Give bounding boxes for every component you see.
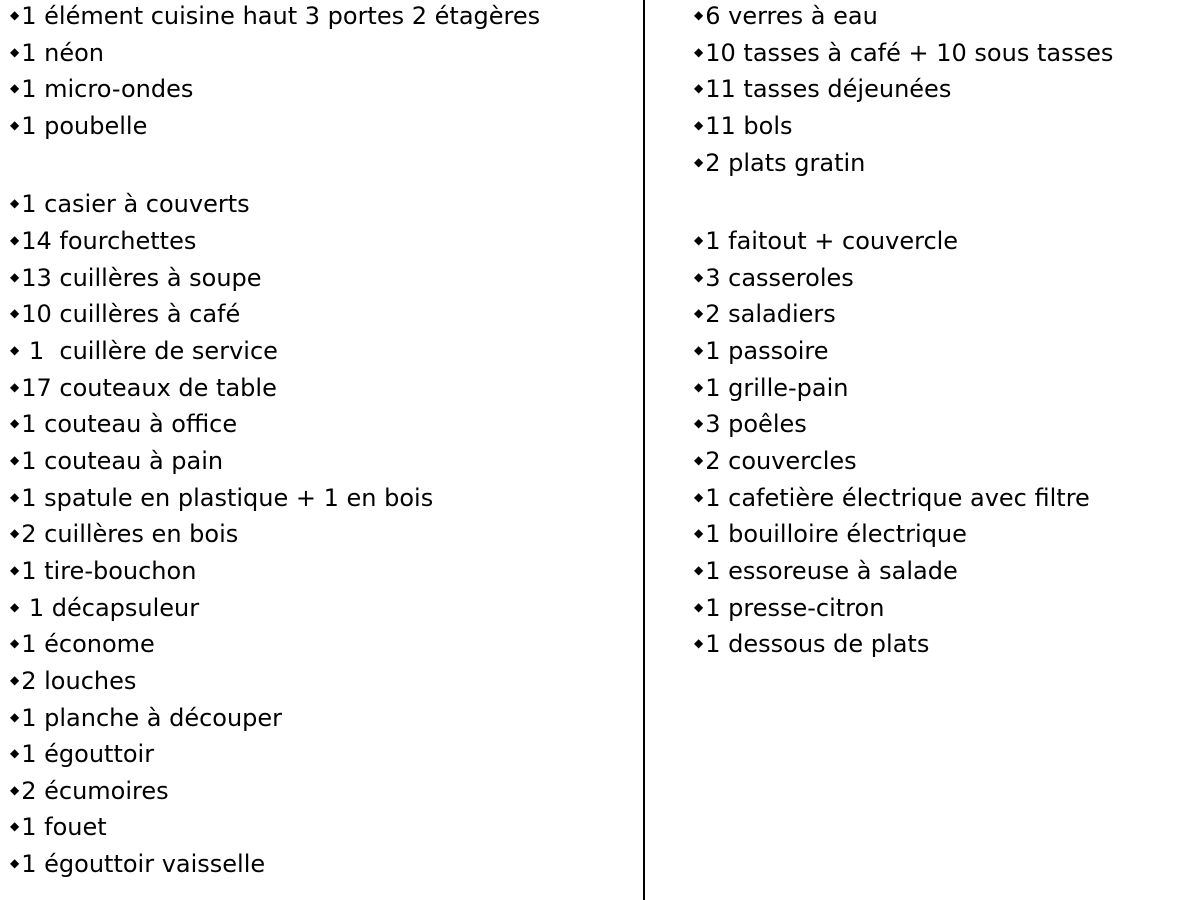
diamond-bullet-icon: ◆ (10, 270, 20, 284)
diamond-bullet-icon: ◆ (10, 416, 20, 430)
list-item-text: 11 bols (705, 112, 793, 140)
list-item-text: 1 néon (21, 39, 105, 67)
diamond-bullet-icon: ◆ (10, 563, 20, 577)
list-item (10, 738, 154, 774)
diamond-bullet-icon: ◆ (10, 710, 20, 724)
list-item (10, 665, 136, 701)
diamond-bullet-icon: ◆ (10, 600, 20, 614)
list-item (694, 628, 929, 664)
list-item (10, 811, 107, 847)
list-item (10, 298, 240, 334)
diamond-bullet-icon: ◆ (10, 783, 20, 797)
list-item (10, 482, 433, 518)
diamond-bullet-icon: ◆ (10, 856, 20, 870)
list-item-text: 11 tasses déjeunées (705, 75, 952, 103)
list-item-text: 1 cuillère de service (21, 337, 278, 365)
diamond-bullet-icon: ◆ (10, 233, 20, 247)
list-item-text: 6 verres à eau (705, 2, 878, 30)
list-item-text: 3 poêles (705, 410, 807, 438)
diamond-bullet-icon: ◆ (694, 416, 704, 430)
list-item-text: 1 égouttoir (21, 740, 155, 768)
list-item-text: 2 écumoires (21, 777, 169, 805)
diamond-bullet-icon: ◆ (694, 636, 704, 650)
list-item-text: 1 poubelle (21, 112, 148, 140)
list-item (10, 335, 278, 371)
diamond-bullet-icon: ◆ (694, 81, 704, 95)
list-item-text: 10 tasses à café + 10 sous tasses (705, 39, 1114, 67)
list-item-text: 1 couteau à office (21, 410, 238, 438)
list-item (10, 518, 238, 554)
diamond-bullet-icon: ◆ (694, 490, 704, 504)
list-item (694, 408, 807, 444)
diamond-bullet-icon: ◆ (10, 196, 20, 210)
diamond-bullet-icon: ◆ (694, 600, 704, 614)
list-item (694, 37, 1113, 73)
list-item (694, 335, 829, 371)
list-item-text: 1 spatule en plastique + 1 en bois (21, 484, 434, 512)
list-item (10, 262, 262, 298)
list-item-text: 17 couteaux de table (21, 374, 277, 402)
list-item (10, 372, 277, 408)
diamond-bullet-icon: ◆ (10, 490, 20, 504)
list-item (694, 482, 1090, 518)
list-item (10, 775, 169, 811)
diamond-bullet-icon: ◆ (694, 8, 704, 22)
column-divider (643, 0, 645, 900)
list-item (694, 73, 951, 109)
diamond-bullet-icon: ◆ (694, 118, 704, 132)
diamond-bullet-icon: ◆ (694, 343, 704, 357)
diamond-bullet-icon: ◆ (10, 343, 20, 357)
list-item-text: 1 planche à découper (21, 704, 283, 732)
list-item (694, 518, 967, 554)
list-item (694, 555, 958, 591)
list-item-text: 1 cafetière électrique avec filtre (705, 484, 1090, 512)
list-item-text: 13 cuillères à soupe (21, 264, 262, 292)
diamond-bullet-icon: ◆ (10, 380, 20, 394)
list-item-text: 1 décapsuleur (21, 594, 200, 622)
list-item-text: 1 élément cuisine haut 3 portes 2 étagères (21, 2, 541, 30)
diamond-bullet-icon: ◆ (10, 306, 20, 320)
diamond-bullet-icon: ◆ (10, 673, 20, 687)
diamond-bullet-icon: ◆ (694, 155, 704, 169)
diamond-bullet-icon: ◆ (694, 526, 704, 540)
diamond-bullet-icon: ◆ (10, 526, 20, 540)
list-item-text: 1 bouilloire électrique (705, 520, 967, 548)
list-item (694, 372, 848, 408)
list-item (10, 702, 282, 738)
list-item-text: 1 fouet (21, 813, 107, 841)
list-item-text: 2 couvercles (705, 447, 857, 475)
list-item (694, 110, 793, 146)
diamond-bullet-icon: ◆ (694, 380, 704, 394)
list-item (10, 628, 155, 664)
list-item (694, 592, 884, 628)
diamond-bullet-icon: ◆ (10, 8, 20, 22)
list-item-text: 1 presse-citron (705, 594, 885, 622)
list-item-text: 1 micro-ondes (21, 75, 194, 103)
diamond-bullet-icon: ◆ (10, 636, 20, 650)
diamond-bullet-icon: ◆ (694, 306, 704, 320)
list-item (10, 73, 193, 109)
list-item (10, 188, 250, 224)
list-item-text: 1 essoreuse à salade (705, 557, 958, 585)
list-item (10, 225, 196, 261)
list-item (694, 262, 854, 298)
list-item-text: 2 louches (21, 667, 137, 695)
list-item (10, 0, 540, 36)
diamond-bullet-icon: ◆ (694, 270, 704, 284)
list-item-text: 1 grille-pain (705, 374, 849, 402)
list-item (10, 555, 196, 591)
list-item-text: 2 cuillères en bois (21, 520, 239, 548)
list-item-text: 2 saladiers (705, 300, 836, 328)
list-item (694, 225, 958, 261)
diamond-bullet-icon: ◆ (10, 45, 20, 59)
list-item-text: 1 économe (21, 630, 155, 658)
list-item (10, 37, 104, 73)
list-item (10, 848, 265, 884)
diamond-bullet-icon: ◆ (10, 118, 20, 132)
list-item-text: 10 cuillères à café (21, 300, 241, 328)
diamond-bullet-icon: ◆ (10, 746, 20, 760)
list-item-text: 14 fourchettes (21, 227, 197, 255)
list-item (10, 408, 237, 444)
list-item (694, 0, 878, 36)
diamond-bullet-icon: ◆ (10, 81, 20, 95)
list-item-text: 1 dessous de plats (705, 630, 930, 658)
list-item-text: 1 casier à couverts (21, 190, 250, 218)
list-item-text: 1 faitout + couvercle (705, 227, 959, 255)
list-item (10, 445, 223, 481)
list-item-text: 1 tire-bouchon (21, 557, 197, 585)
diamond-bullet-icon: ◆ (694, 45, 704, 59)
diamond-bullet-icon: ◆ (10, 453, 20, 467)
list-item-text: 2 plats gratin (705, 149, 866, 177)
diamond-bullet-icon: ◆ (694, 233, 704, 247)
list-item-text: 3 casseroles (705, 264, 854, 292)
list-item (694, 445, 857, 481)
list-item (694, 298, 836, 334)
list-item (694, 147, 865, 183)
list-item-text: 1 égouttoir vaisselle (21, 850, 266, 878)
diamond-bullet-icon: ◆ (694, 563, 704, 577)
diamond-bullet-icon: ◆ (10, 819, 20, 833)
list-item (10, 110, 147, 146)
diamond-bullet-icon: ◆ (694, 453, 704, 467)
list-item (10, 592, 199, 628)
list-item-text: 1 passoire (705, 337, 829, 365)
list-item-text: 1 couteau à pain (21, 447, 224, 475)
